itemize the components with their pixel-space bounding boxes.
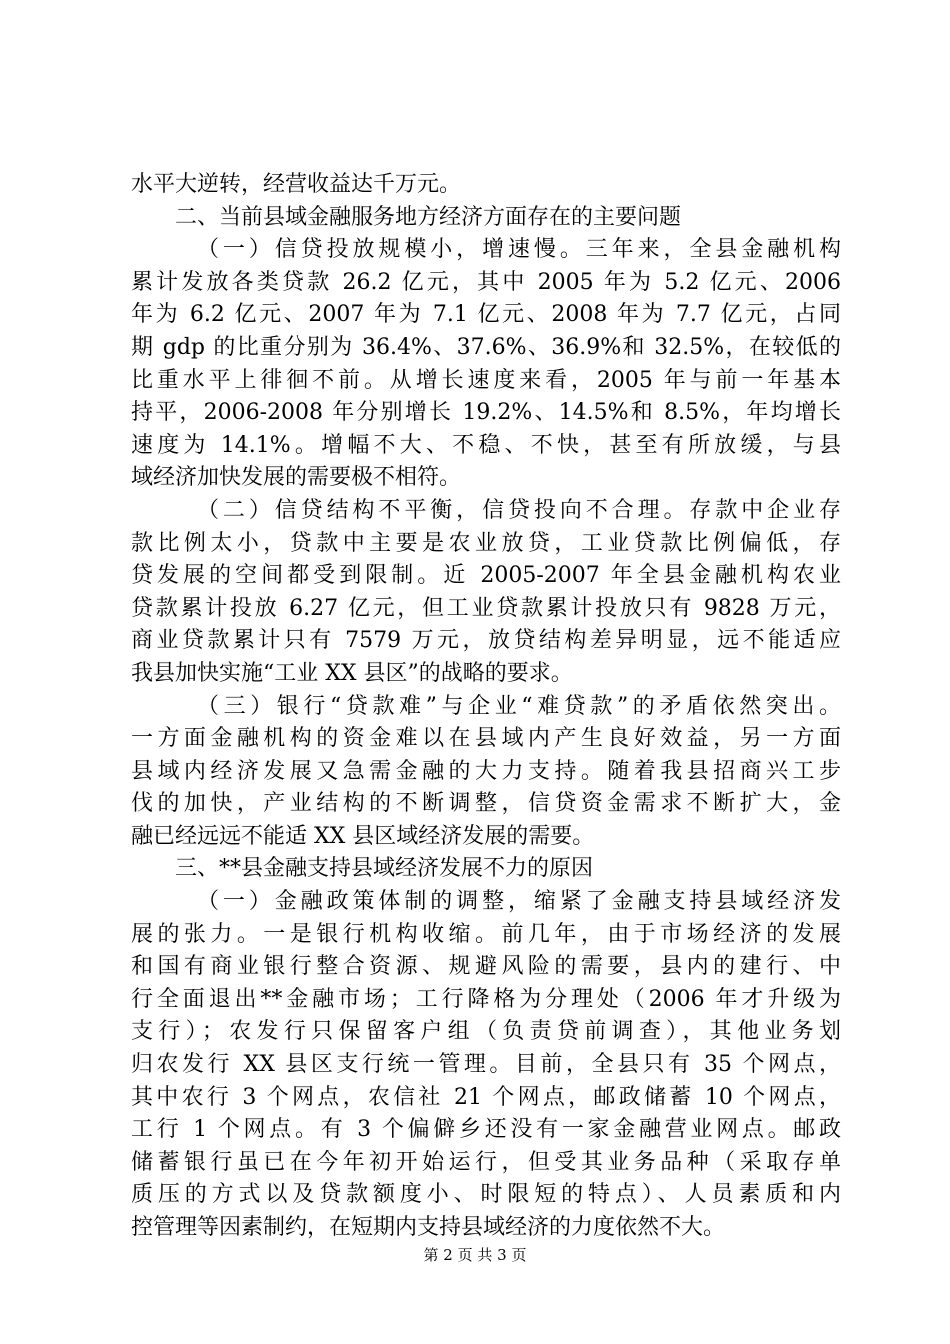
text-line: 储蓄银行虽已在今年初开始运行，但受其业务品种（采取存单 (131, 1149, 841, 1175)
section-heading: 三、**县金融支持县域经济发展不力的原因 (175, 856, 594, 882)
text-line: 期 gdp 的比重分别为 36.4%、37.6%、36.9%和 32.5%，在较低的 (131, 334, 841, 360)
text-line: 贷款累计投放 6.27 亿元，但工业贷款累计投放只有 9828 万元， (131, 595, 841, 621)
text-line: 工行 1 个网点。有 3 个偏僻乡还没有一家金融营业网点。邮政 (131, 1117, 841, 1143)
text-line: 支行）；农发行只保留客户组（负责贷前调查），其他业务划 (131, 1019, 841, 1045)
text-line: 一方面金融机构的资金难以在县域内产生良好效益，另一方面 (131, 726, 841, 752)
text-line: 商业贷款累计只有 7579 万元，放贷结构差异明显，远不能适应 (131, 628, 841, 654)
text-line: 比重水平上徘徊不前。从增长速度来看，2005 年与前一年基本 (131, 367, 841, 393)
text-line: 和国有商业银行整合资源、规避风险的需要，县内的建行、中 (131, 954, 841, 980)
text-line: 展的张力。一是银行机构收缩。前几年，由于市场经济的发展 (131, 921, 841, 947)
text-line: 伐的加快，产业结构的不断调整，信贷资金需求不断扩大，金 (131, 791, 841, 817)
text-line: 款比例太小，贷款中主要是农业放贷，工业贷款比例偏低，存 (131, 530, 841, 556)
section-heading: 二、当前县域金融服务地方经济方面存在的主要问题 (175, 204, 682, 230)
text-line: 年为 6.2 亿元、2007 年为 7.1 亿元、2008 年为 7.7 亿元，占同 (131, 302, 841, 328)
page-footer: 第 2 页 共 3 页 (423, 1246, 527, 1264)
text-line: （三）银行“贷款难”与企业“难贷款”的矛盾依然突出。 (197, 693, 841, 719)
text-line: 水平大逆转，经营收益达千万元。 (131, 172, 462, 197)
text-line: 归农发行 XX 县区支行统一管理。目前，全县只有 35 个网点， (131, 1052, 841, 1078)
text-line: 控管理等因素制约，在短期内支持县域经济的力度依然不大。 (131, 1215, 726, 1240)
text-line: （二）信贷结构不平衡，信贷投向不合理。存款中企业存 (197, 497, 841, 523)
text-line: 累计发放各类贷款 26.2 亿元，其中 2005 年为 5.2 亿元、2006 (131, 269, 841, 295)
text-line: 其中农行 3 个网点，农信社 21 个网点，邮政储蓄 10 个网点， (131, 1084, 841, 1110)
text-line: 贷发展的空间都受到限制。近 2005-2007 年全县金融机构农业 (131, 563, 841, 589)
text-line: （一）信贷投放规模小，增速慢。三年来，全县金融机构 (197, 237, 841, 263)
text-line: 县域内经济发展又急需金融的大力支持。随着我县招商兴工步 (131, 758, 841, 784)
document-body (131, 169, 841, 1245)
text-line: 质压的方式以及贷款额度小、时限短的特点）、人员素质和内 (131, 1182, 841, 1208)
text-line: （一）金融政策体制的调整，缩紧了金融支持县域经济发 (197, 889, 841, 915)
text-line: 融已经远远不能适 XX 县区域经济发展的需要。 (131, 823, 595, 849)
text-line: 域经济加快发展的需要极不相符。 (131, 465, 462, 491)
text-line: 我县加快实施“工业 XX 县区”的战略的要求。 (131, 660, 573, 686)
text-line: 持平，2006-2008 年分别增长 19.2%、14.5%和 8.5%，年均增长 (131, 400, 841, 426)
text-line: 速度为 14.1%。增幅不大、不稳、不快，甚至有所放缓，与县 (131, 432, 841, 458)
text-line: 行全面退出**金融市场；工行降格为分理处（2006 年才升级为 (131, 986, 841, 1012)
